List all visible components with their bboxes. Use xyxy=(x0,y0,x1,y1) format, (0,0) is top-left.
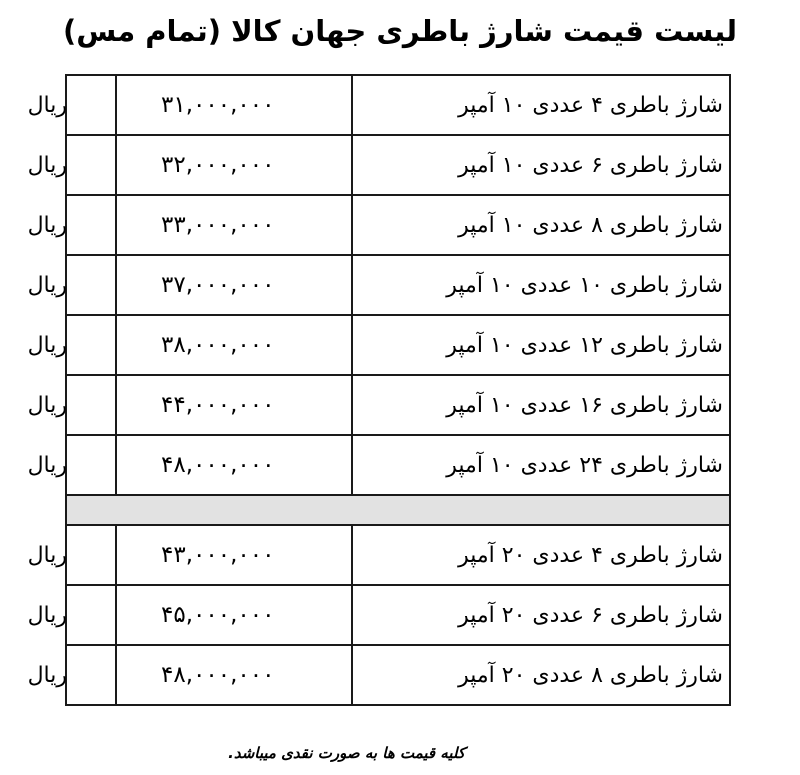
table-row xyxy=(66,75,730,135)
group-separator-row xyxy=(66,495,730,525)
table-row xyxy=(66,255,730,315)
item-price: ۳۷,۰۰۰,۰۰۰ xyxy=(116,255,352,315)
item-unit: ریال xyxy=(66,75,116,135)
item-price: ۴۸,۰۰۰,۰۰۰ xyxy=(116,435,352,495)
table-row xyxy=(66,435,730,495)
table-row xyxy=(66,645,730,705)
item-price: ۳۸,۰۰۰,۰۰۰ xyxy=(116,315,352,375)
item-unit: ریال xyxy=(66,255,116,315)
item-price: ۳۳,۰۰۰,۰۰۰ xyxy=(116,195,352,255)
table-row xyxy=(66,585,730,645)
table-row xyxy=(66,315,730,375)
item-description: شارژ باطری ۶ عددی ۱۰ آمپر xyxy=(352,135,730,195)
item-description: شارژ باطری ۴ عددی ۱۰ آمپر xyxy=(352,75,730,135)
item-description: شارژ باطری ۱۰ عددی ۱۰ آمپر xyxy=(352,255,730,315)
table-row xyxy=(66,525,730,585)
table-row xyxy=(66,375,730,435)
item-unit: ریال xyxy=(66,585,116,645)
item-unit: ریال xyxy=(66,315,116,375)
table-row xyxy=(66,135,730,195)
table-row xyxy=(66,195,730,255)
item-description: شارژ باطری ۱۶ عددی ۱۰ آمپر xyxy=(352,375,730,435)
footnote: کلیه قیمت ها به صورت نقدی میباشد. xyxy=(228,744,465,762)
item-description: شارژ باطری ۶ عددی ۲۰ آمپر xyxy=(352,585,730,645)
item-price: ۴۴,۰۰۰,۰۰۰ xyxy=(116,375,352,435)
item-unit: ریال xyxy=(66,135,116,195)
item-price: ۳۲,۰۰۰,۰۰۰ xyxy=(116,135,352,195)
item-description: شارژ باطری ۸ عددی ۱۰ آمپر xyxy=(352,195,730,255)
item-unit: ریال xyxy=(66,375,116,435)
page-title: لیست قیمت شارژ باطری جهان کالا (تمام مس) xyxy=(62,14,738,48)
item-description: شارژ باطری ۴ عددی ۲۰ آمپر xyxy=(352,525,730,585)
item-description: شارژ باطری ۱۲ عددی ۱۰ آمپر xyxy=(352,315,730,375)
item-unit: ریال xyxy=(66,525,116,585)
item-price: ۴۸,۰۰۰,۰۰۰ xyxy=(116,645,352,705)
price-table xyxy=(27,74,731,706)
item-unit: ریال xyxy=(66,435,116,495)
item-price: ۴۳,۰۰۰,۰۰۰ xyxy=(116,525,352,585)
item-unit: ریال xyxy=(66,195,116,255)
item-unit: ریال xyxy=(66,645,116,705)
item-description: شارژ باطری ۸ عددی ۲۰ آمپر xyxy=(352,645,730,705)
item-price: ۴۵,۰۰۰,۰۰۰ xyxy=(116,585,352,645)
group-separator xyxy=(66,495,730,525)
item-price: ۳۱,۰۰۰,۰۰۰ xyxy=(116,75,352,135)
item-description: شارژ باطری ۲۴ عددی ۱۰ آمپر xyxy=(352,435,730,495)
